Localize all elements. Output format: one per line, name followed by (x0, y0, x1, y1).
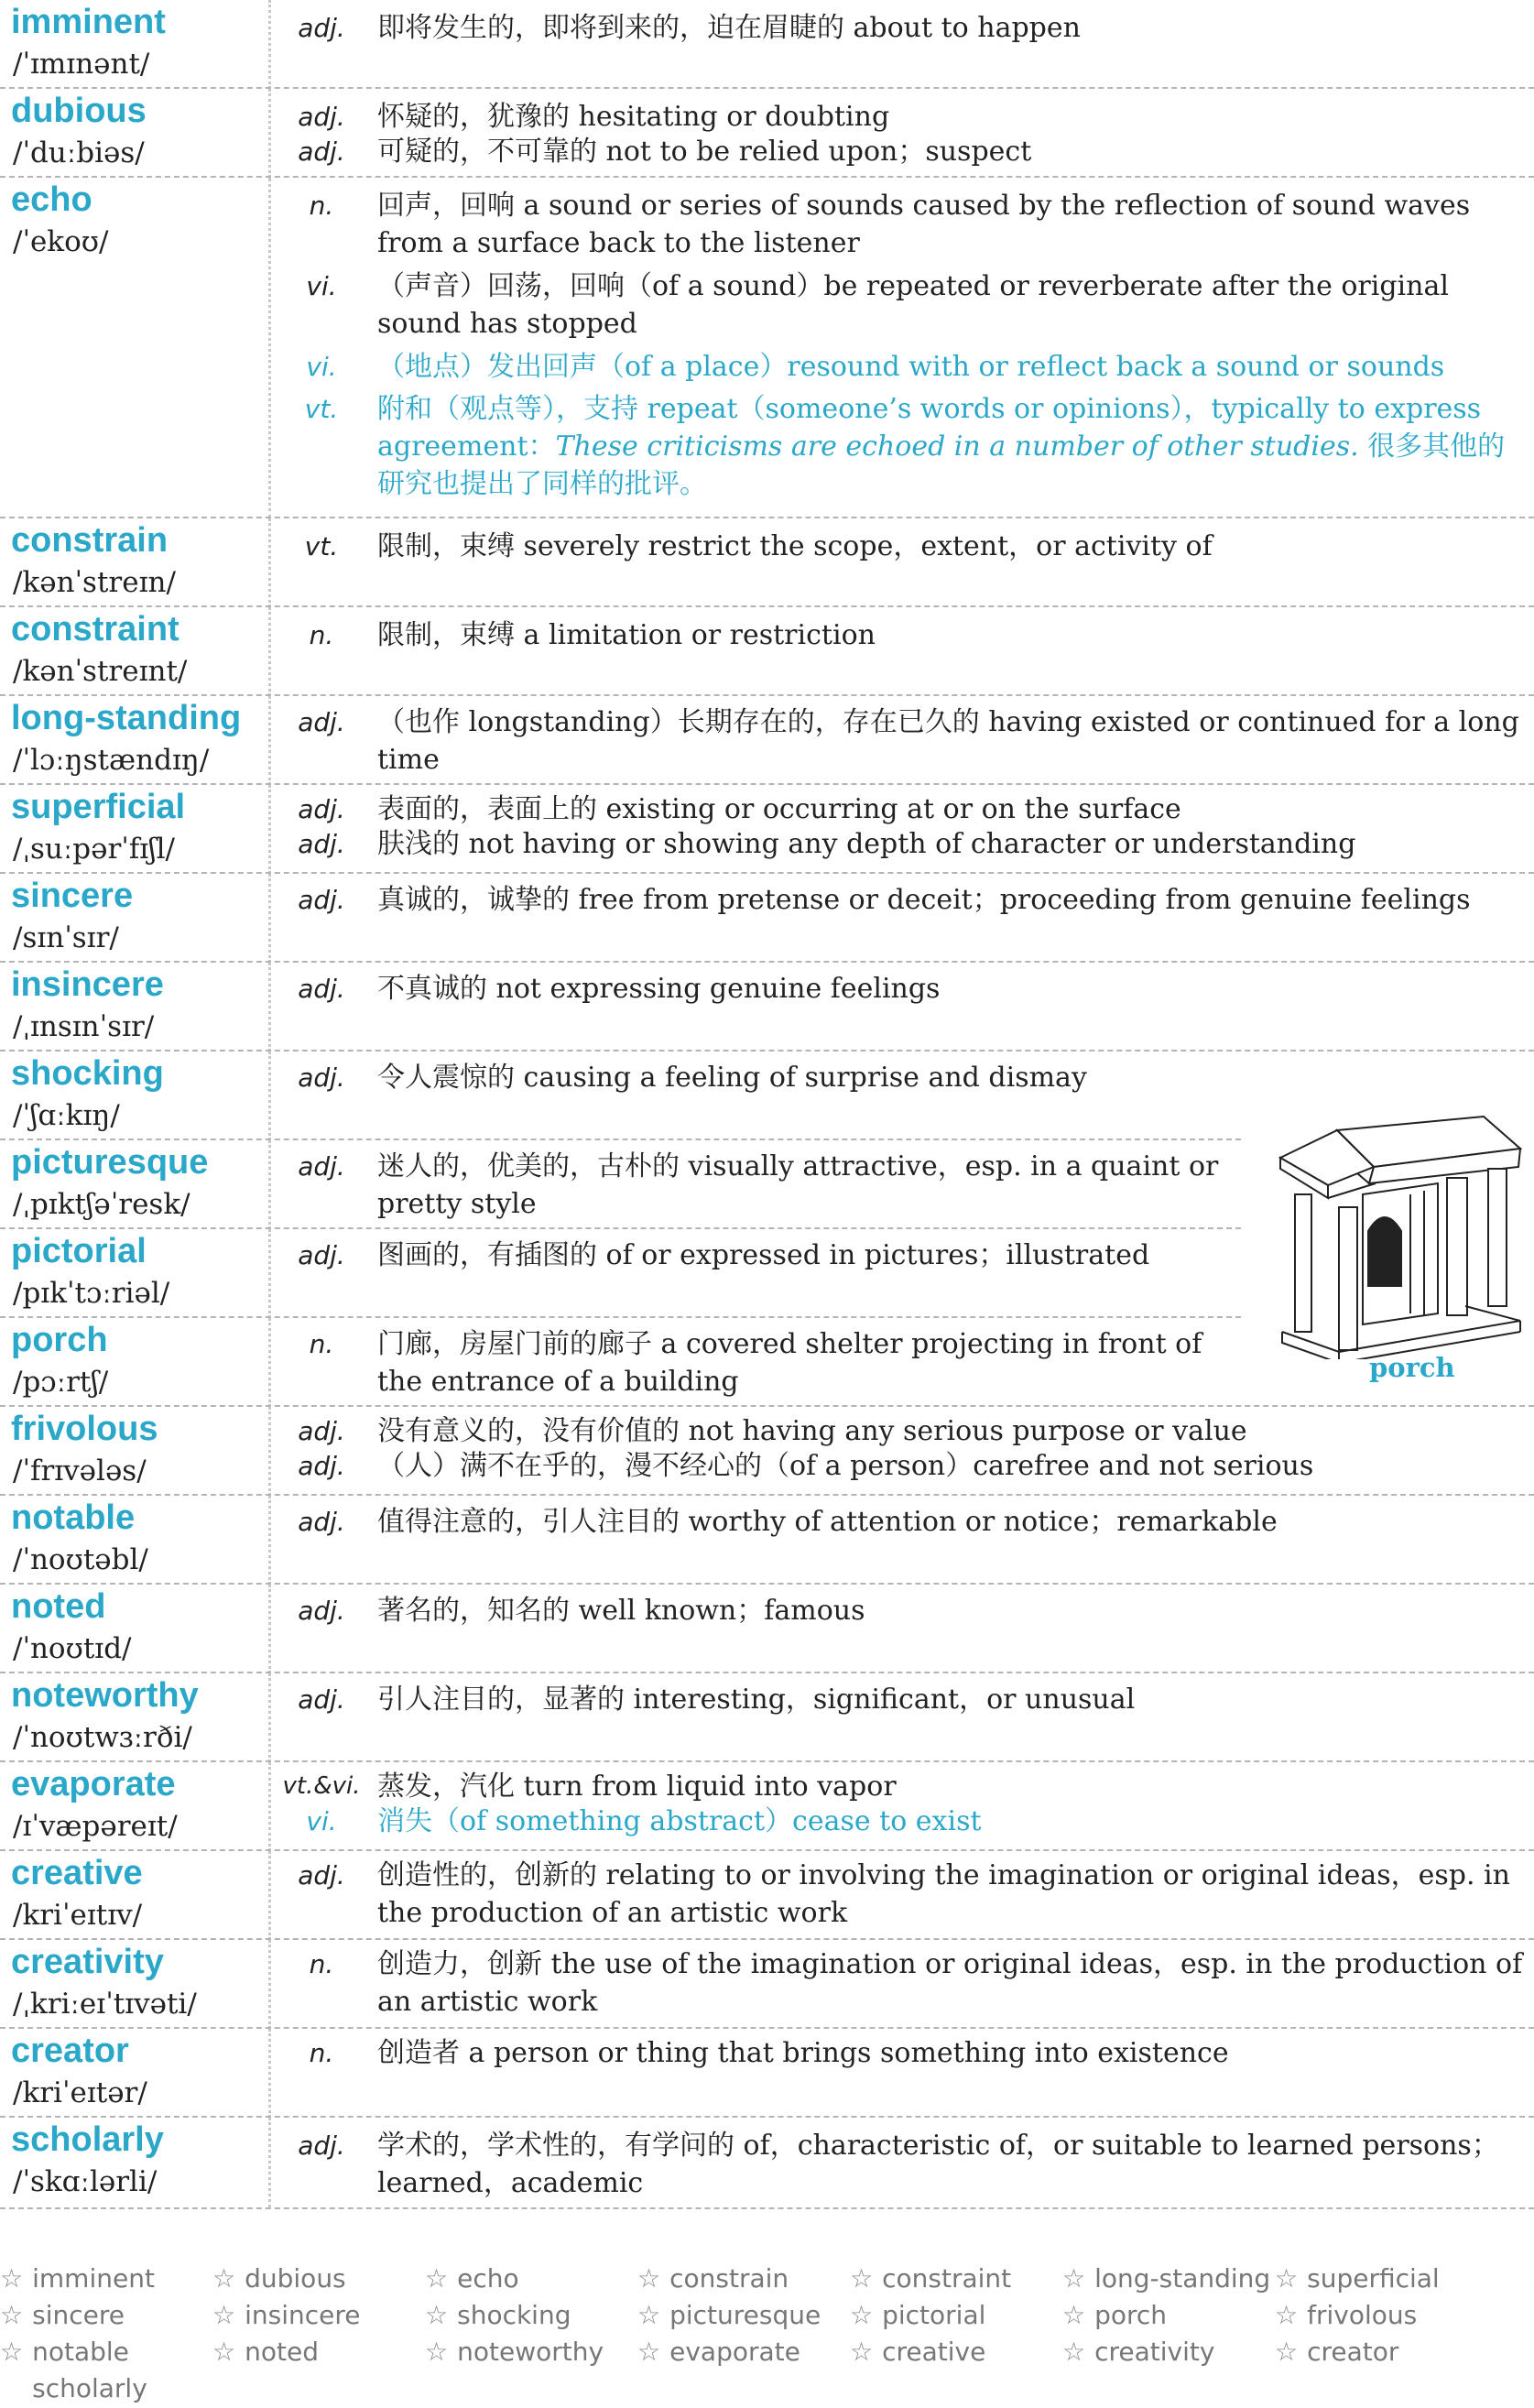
index-item: ☆ insincere (212, 2300, 361, 2330)
definition: 学术的，学术性的，有学问的 of，characteristic of，or suitable to learned persons；learned，academic (377, 2130, 1499, 2199)
part-of-speech: n. (309, 1329, 334, 1359)
part-of-speech: adj. (298, 794, 345, 824)
headword: imminent (11, 3, 166, 41)
entry-frivolous (0, 1407, 1534, 1496)
pronunciation: /ˈnoʊtwɜːrði/ (13, 1721, 192, 1754)
headword: evaporate (11, 1765, 176, 1803)
index-item: ☆ shocking (425, 2300, 571, 2330)
definition: 可疑的，不可靠的 not to be relied upon；suspect (377, 136, 1032, 168)
headword: creative (11, 1854, 143, 1892)
word-index (0, 2262, 1534, 2404)
part-of-speech: vi. (306, 271, 337, 301)
index-item: ☆ notable (0, 2337, 129, 2367)
part-of-speech: adj. (298, 1062, 345, 1093)
entry-echo (0, 178, 1534, 518)
pronunciation: /kriˈeɪtɪv/ (13, 1899, 143, 1932)
pronunciation: /ˈʃɑːkɪŋ/ (13, 1099, 120, 1132)
index-item: ☆ noteworthy (425, 2337, 604, 2367)
entry-creativity (0, 1940, 1534, 2029)
part-of-speech: n. (309, 620, 334, 650)
headword: insincere (11, 965, 164, 1004)
entry-creator (0, 2029, 1534, 2118)
index-item: ☆ constrain (637, 2263, 789, 2294)
definition: 肤浅的 not having or showing any depth of character or understanding (377, 828, 1356, 860)
part-of-speech: adj. (298, 707, 345, 737)
definition: 创造力，创新 the use of the imagination or original ideas，esp. in the production of an artistic work (377, 1948, 1523, 2018)
definition: 创造性的，创新的 relating to or involving the imagination or original ideas，esp. in the production of an artistic work (377, 1859, 1510, 1929)
pronunciation: /ˈfrɪvələs/ (13, 1455, 147, 1487)
headword: notable (11, 1498, 136, 1537)
part-of-speech: adj. (298, 1240, 345, 1270)
definition: 表面的，表面上的 existing or occurring at or on the surface (377, 793, 1181, 825)
entry-evaporate (0, 1762, 1534, 1851)
definition: 引人注目的，显著的 interesting，significant，or unusual (377, 1683, 1136, 1716)
index-item: ☆ creative (850, 2337, 986, 2367)
headword: noteworthy (11, 1676, 199, 1715)
index-item: ☆ creativity (1062, 2337, 1215, 2367)
index-item: ☆ noted (212, 2337, 319, 2367)
pronunciation: /kənˈstreɪn/ (13, 566, 176, 599)
part-of-speech: adj. (298, 13, 345, 43)
part-of-speech: vi. (306, 352, 337, 382)
entry-creative (0, 1851, 1534, 1940)
pronunciation: /pɔːrtʃ/ (13, 1366, 109, 1399)
definition: 限制，束缚 a limitation or restriction (377, 619, 876, 651)
definition: 消失（of something abstract）cease to exist (377, 1805, 982, 1837)
part-of-speech: n. (309, 2038, 334, 2068)
entry-constraint (0, 607, 1534, 696)
headword: superficial (11, 788, 186, 826)
headword: scholarly (11, 2120, 164, 2159)
headword: porch (11, 1321, 108, 1359)
definition: 即将发生的，即将到来的，迫在眉睫的 about to happen (377, 12, 1081, 44)
entry-long-standing (0, 696, 1534, 785)
headword: noted (11, 1587, 106, 1626)
headword: echo (11, 180, 92, 219)
headword: creator (11, 2032, 129, 2070)
definition: 限制，束缚 severely restrict the scope，extent，or activity of (377, 530, 1213, 562)
pronunciation: /ɪˈvæpəreɪt/ (13, 1810, 178, 1843)
definition: 门廊，房屋门前的廊子 a covered shelter projecting in front of the entrance of a building (377, 1328, 1202, 1398)
definition: （地点）发出回声（of a place）resound with or reflect back a sound or sounds (377, 351, 1445, 383)
headword: shocking (11, 1054, 164, 1093)
part-of-speech: adj. (298, 1507, 345, 1537)
pronunciation: /ˈskɑːlərli/ (13, 2165, 158, 2198)
pronunciation: /sɪnˈsɪr/ (13, 921, 119, 954)
definition: 不真诚的 not expressing genuine feelings (377, 973, 941, 1005)
headword: constraint (11, 610, 180, 648)
entry-noteworthy (0, 1673, 1534, 1762)
part-of-speech: adj. (298, 1451, 345, 1481)
part-of-speech: adj. (298, 885, 345, 915)
index-item: ☆ constraint (850, 2263, 1012, 2294)
pronunciation: /ˈɪmɪnənt/ (13, 48, 150, 81)
index-item: ☆ long-standing (1062, 2263, 1271, 2294)
example-sentence: These criticisms are echoed in a number of other studies. (555, 430, 1359, 463)
part-of-speech: n. (309, 1949, 334, 1979)
headword: picturesque (11, 1143, 209, 1182)
definition: 真诚的，诚挚的 free from pretense or deceit；proceeding from genuine feelings (377, 884, 1471, 916)
definition (377, 390, 1526, 503)
definition: 著名的，知名的 well known；famous (377, 1595, 865, 1627)
part-of-speech: adj. (298, 974, 345, 1004)
part-of-speech: adj. (298, 136, 345, 167)
part-of-speech: adj. (298, 1416, 345, 1446)
pronunciation: /ˈekoʊ/ (13, 225, 109, 258)
part-of-speech: adj. (298, 102, 345, 132)
pronunciation: /ˈlɔːŋstændɪŋ/ (13, 744, 210, 777)
index-item: ☆ superficial (1275, 2263, 1440, 2294)
entry-sincere (0, 874, 1534, 963)
definition: 令人震惊的 causing a feeling of surprise and dismay (377, 1062, 1087, 1094)
definition: 回声，回响 a sound or series of sounds caused by the reflection of sound waves from a surface back to the listener (377, 190, 1471, 259)
index-item: ☆ dubious (212, 2263, 346, 2294)
entry-superficial (0, 785, 1534, 874)
part-of-speech: adj. (298, 1860, 345, 1890)
entry-constrain (0, 518, 1534, 607)
headword: pictorial (11, 1232, 147, 1270)
index-item: ☆ porch (1062, 2300, 1168, 2330)
part-of-speech: adj. (298, 1151, 345, 1182)
pronunciation: /kriˈeɪtər/ (13, 2076, 147, 2109)
illustration-caption: porch (1369, 1352, 1455, 1383)
entry-noted (0, 1585, 1534, 1673)
entry-dubious (0, 89, 1534, 178)
part-of-speech: adj. (298, 829, 345, 859)
pronunciation: /ˌkriːeɪˈtɪvəti/ (13, 1988, 197, 2021)
definition: （声音）回荡，回响（of a sound）be repeated or reverberate after the original sound has stopped (377, 270, 1449, 340)
pronunciation: /ˌsuːpərˈfɪʃl/ (13, 833, 175, 866)
definition: 蒸发，汽化 turn from liquid into vapor (377, 1771, 897, 1803)
index-item: ☆ creator (1275, 2337, 1399, 2367)
entry-imminent (0, 0, 1534, 89)
pronunciation: /ˈduːbiəs/ (13, 136, 145, 169)
headword: frivolous (11, 1410, 158, 1448)
index-item: ☆ imminent (0, 2263, 155, 2294)
definition: 图画的，有插图的 of or expressed in pictures；illustrated (377, 1239, 1150, 1271)
pronunciation: /ˌpɪktʃəˈresk/ (13, 1188, 190, 1221)
definition: （也作 longstanding）长期存在的，存在已久的 having existed or continued for a long time (377, 706, 1519, 776)
pronunciation: /ˈnoʊtəbl/ (13, 1543, 148, 1576)
entry-insincere (0, 963, 1534, 1051)
pronunciation: /ˈnoʊtɪd/ (13, 1632, 132, 1665)
index-item: scholarly (32, 2373, 147, 2403)
definition: （人）满不在乎的，漫不经心的（of a person）carefree and not serious (377, 1450, 1314, 1482)
index-item: ☆ evaporate (637, 2337, 800, 2367)
definition: 怀疑的，犹豫的 hesitating or doubting (377, 101, 890, 133)
pronunciation: /pɪkˈtɔːriəl/ (13, 1277, 170, 1310)
part-of-speech: vt. (304, 394, 339, 424)
headword: constrain (11, 521, 169, 560)
definition-text: 附和（观点等），支持 repeat（someone’s words or opinions），typically to express agreement： (377, 393, 1482, 463)
part-of-speech: vi. (306, 1806, 337, 1836)
part-of-speech: n. (309, 191, 334, 221)
headword: sincere (11, 877, 134, 915)
entry-notable (0, 1496, 1534, 1585)
part-of-speech: adj. (298, 1596, 345, 1626)
index-item: ☆ frivolous (1275, 2300, 1418, 2330)
headword: creativity (11, 1943, 164, 1981)
index-item: ☆ sincere (0, 2300, 125, 2330)
index-item: ☆ echo (425, 2263, 519, 2294)
part-of-speech: adj. (298, 2130, 345, 2161)
part-of-speech: vt. (304, 531, 339, 561)
definition: 迷人的，优美的，古朴的 visually attractive，esp. in a quaint or pretty style (377, 1150, 1219, 1220)
index-item: ☆ picturesque (637, 2300, 821, 2330)
index-item: ☆ pictorial (850, 2300, 986, 2330)
pronunciation: /kənˈstreɪnt/ (13, 655, 188, 688)
pronunciation: /ˌɪnsɪnˈsɪr/ (13, 1010, 155, 1043)
example-translation: 很多其他的研究也提出了同样的批评。 (377, 430, 1506, 500)
entry-scholarly (0, 2118, 1534, 2207)
headword: dubious (11, 92, 147, 130)
part-of-speech: vt.&vi. (282, 1772, 361, 1800)
porch-illustration-icon (1273, 1112, 1529, 1389)
headword: long-standing (11, 699, 242, 737)
definition: 创造者 a person or thing that brings something into existence (377, 2037, 1229, 2069)
definition: 没有意义的，没有价值的 not having any serious purpose or value (377, 1415, 1247, 1447)
part-of-speech: adj. (298, 1684, 345, 1715)
definition: 值得注意的，引人注目的 worthy of attention or notice；remarkable (377, 1506, 1278, 1538)
divider (0, 2207, 1534, 2209)
